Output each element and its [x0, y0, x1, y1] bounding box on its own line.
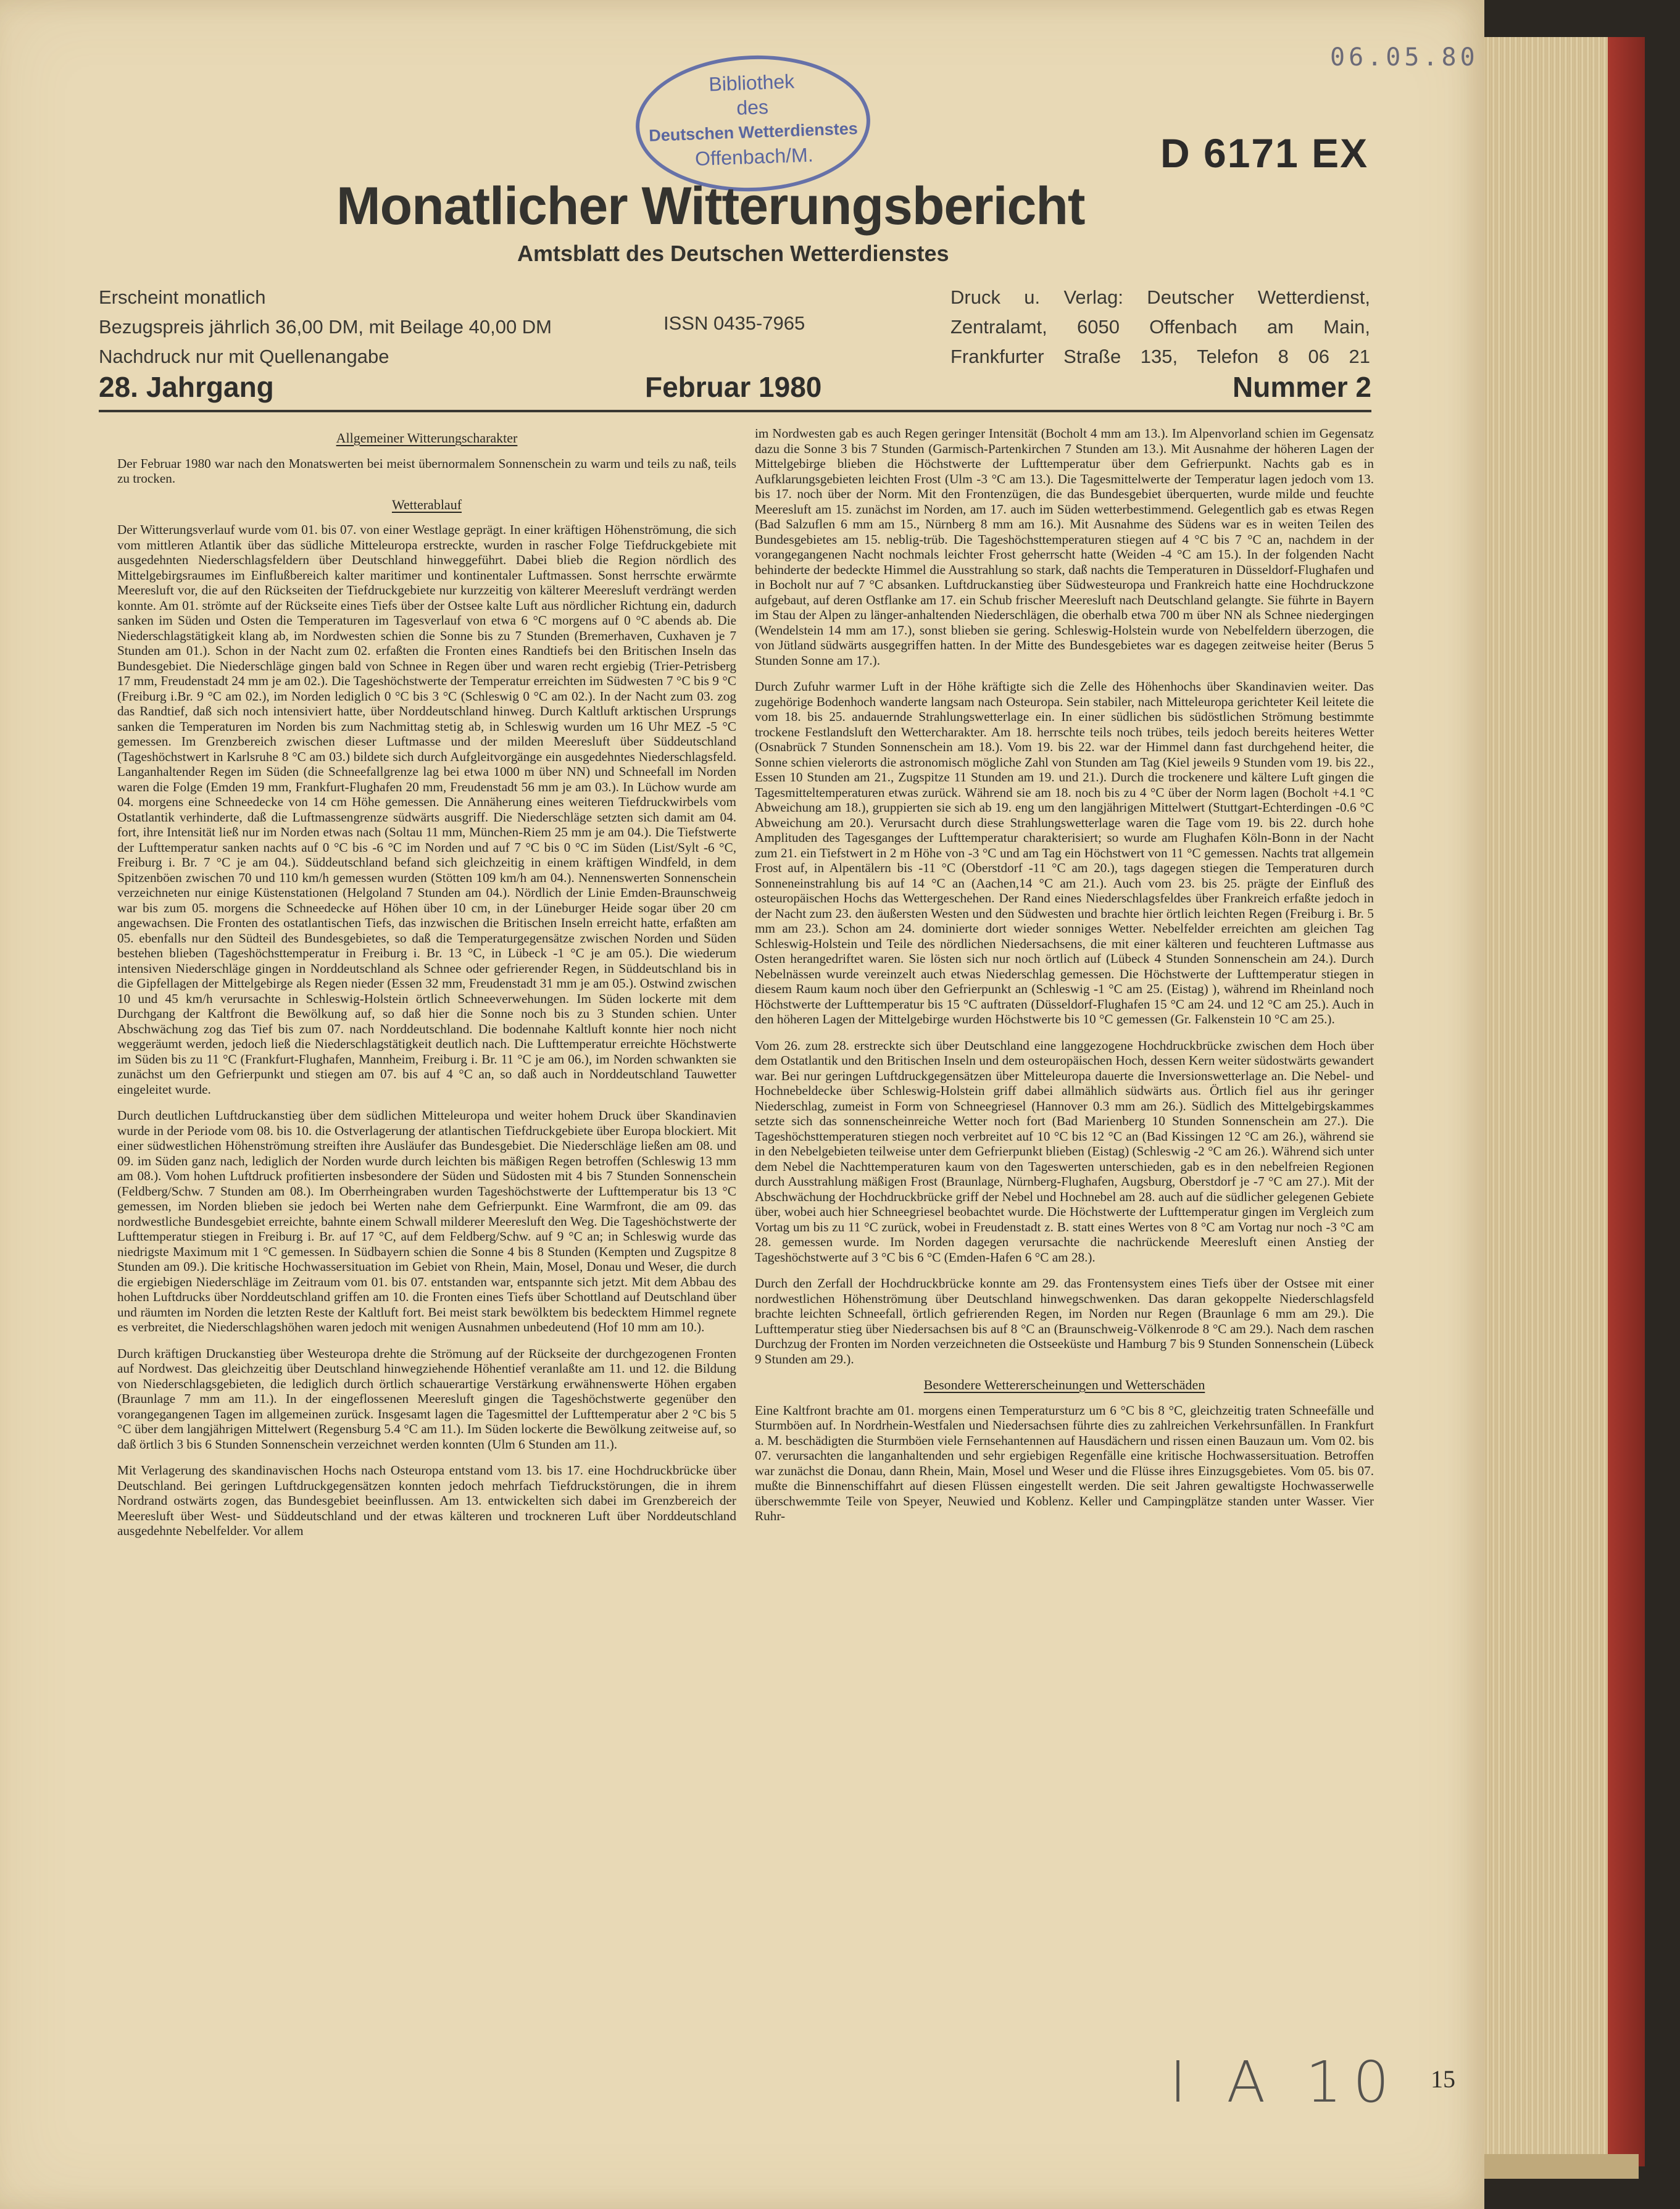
section-heading-besondere: Besondere Wettererscheinungen und Wetterschäden	[923, 1377, 1205, 1392]
issue-volume: 28. Jahrgang	[99, 371, 274, 403]
issn: ISSN 0435-7965	[663, 312, 805, 334]
stamp-line-2: des	[736, 96, 769, 119]
publisher-line-1: Druck u. Verlag: Deutscher Wetterdienst,	[950, 286, 1370, 308]
paragraph: Vom 26. zum 28. erstreckte sich über Deutschland eine langgezogene Hochdruckbrücke zwischen dem Hoch über dem Ostatlantik und den Britischen Inseln und dem osteuropäischen Hoch, dessen Kern weiter südostwärts gewandert war. Bei nur geringen Luftdruckgegensätzen über Mitteleuropa dauerte die Inversionswetterlage an. Die Nebel- und Hochnebeldecke über Schleswig-Holstein griff dabei allmählich südwärts aus. Örtlich fiel aus ihr geringer Niederschlag, zumeist in Form von Schneegriesel (Hannover 0.3 mm am 26.). Südlich des Mittelgebirgskammes setzte sich das sonnenscheinreiche Wetter noch fort (Bad Marienberg 10 Stunden Sonnenschein am 27.). Die Tageshöchsttemperaturen stiegen noch verbreitet auf 10 °C bis 12 °C an (Bad Kissingen 12 °C am 26.), während sie in den Nebelgebieten teilweise unter dem Gefrierpunkt blieben (Eistag) (Schleswig -2 °C am 26.). Während sich unter dem Nebel die Nachttemperaturen kaum von den Tageswerten unterschieden, gab es in den nebelfreien Regionen durch Ausstrahlung mäßigen Frost (Braunlage, Nürnberg-Flughafen, Augsburg, Oberstdorf je -7 °C am 27.). Mit der Abschwächung der Hochdruckbrücke griff der Nebel und Hochnebel am 28. auch auf die südlicher gelegenen Gebiete über, wobei auch hier Schneegriesel beobachtet wurde. Die Höchstwerte der Lufttemperatur gingen im Vergleich zum Vortag um bis zu 11 °C zurück, wobei in Freudenstadt z. B. statt eines Wertes von 8 °C am Vortag nur noch -3 °C am 28. gemessen wurde. Im Norden dagegen verursachte die nachrückende Meeresluft einen Anstieg der Tageshöchstwerte auf 3 °C bis 6 °C (Emden-Hafen 6 °C am 28.).	[755, 1038, 1374, 1265]
paragraph: im Nordwesten gab es auch Regen geringer Intensität (Bocholt 4 mm am 13.). Im Alpenvorland schien im Gegensatz dazu die Sonne 3 bis 7 Stunden (Garmisch-Partenkirchen 7 Stunden am 13.). Mit Ausnahme der höheren Lagen der Mittelgebirge blieben die Höchstwerte der Lufttemperatur über dem Gefrierpunkt. Nachts gab es in Aufklarungsgebieten leichten Frost (Ulm -3 °C am 13.). Die Tagesmittelwerte der Temperatur lagen jedoch vom 13. bis 17. noch über der Norm. Mit den Frontenzügen, die das Bundesgebiet überquerten, wurde milde und feuchte Meeresluft am 15. zunächst im Norden, am 17. auch im Süden wetterbestimmend. Gelegentlich gab es etwas Regen (Bad Salzuflen 6 mm am 15., Nürnberg 8 mm am 16.). Mit Ausnahme des Südens war es in weiten Teilen des Bundesgebietes am 15. neblig-trüb. Die Tageshöchsttemperaturen stiegen auf 4 °C bis 7 °C an, nachdem in der vorangegangenen Nacht nochmals leichter Frost geherrscht hatte (Weiden -4 °C am 15.). In der folgenden Nacht behinderte der bedeckte Himmel die Ausstrahlung so stark, daß nachts die Temperaturen in Düsseldorf-Flughafen und in Bocholt nur auf 7 °C absanken. Luftdruckanstieg über Südwesteuropa und Frankreich hatte eine Hochdruckzone aufgebaut, auf deren Ostflanke am 17. ein Schub frischer Meeresluft nach Deutschland gelangte. Sie führte in Bayern im Stau der Alpen zu länger-anhaltenden Niederschlägen, die oberhalb etwa 700 m über NN als Schnee niedergingen (Wendelstein 14 mm am 17.), sonst blieben sie gering. Schleswig-Holstein wurde von Nebelfeldern überzogen, die von Jütland südwärts ausgegriffen hatten. In der Mitte des Bundesgebietes war es dagegen zeitweise heiter (Berus 5 Stunden Sonne am 17.).	[755, 426, 1374, 668]
publisher-line-2: Zentralamt, 6050 Offenbach am Main,	[950, 316, 1370, 338]
paragraph: Durch Zufuhr warmer Luft in der Höhe kräftigte sich die Zelle des Höhenhochs über Skandinavien weiter. Das zugehörige Bodenhoch wanderte langsam nach Osteuropa. Sein stabiler, nach Mitteleuropa gerichteter Keil leitete die vom 18. bis 25. andauernde Strahlungswetterlage ein. In einer südlichen bis südöstlichen Strömung bestimmte trockene Festlandsluft den Wettercharakter. Am 18. herrschte teils noch trübes, teils jedoch bereits heiteres Wetter (Osnabrück 7 Stunden Sonnenschein am 18.). Vom 19. bis 22. war der Himmel dann fast durchgehend heiter, die Sonne schien vielerorts die astronomisch mögliche Zahl von Stunden am Tag (Kiel jeweils 9 Stunden vom 19. bis 22., Essen 10 Stunden am 21., Zugspitze 11 Stunden am 19. und 21.). Durch die trockenere und kältere Luft gingen die Tagesmitteltemperaturen etwas zurück. Während sie am 18. noch bis zu 4 °C über der Norm lagen (Bocholt +4.1 °C Abweichung am 18.), gruppierten sie sich ab 19. eng um den langjährigen Mittelwert (Stuttgart-Echterdingen -0.6 °C Abweichung am 20.). Verursacht durch diese Strahlungswetterlage waren die Tage vom 19. bis 22. durch hohe Amplituden des Tagesganges der Lufttemperatur charakterisiert; so wurde am Flughafen Köln-Bonn in der Nacht zum 21. ein Tiefstwert in 2 m Höhe von -3 °C und am Tag ein Höchstwert von 11 °C gemessen. Nachts trat allgemein Frost auf, in Alpentälern bis -11 °C (Oberstdorf -11 °C am 20.), tags dagegen stiegen die Temperaturen durch Sonneneinstrahlung bis auf 14 °C an (Aachen,14 °C am 21.). Auch vom 23. bis 25. prägte der Einfluß des osteuropäischen Hochs das Wettergeschehen. Der Rand eines Niederschlagsfeldes über Frankreich erfaßte jedoch in der Nacht zum 23. den äußersten Westen und den Südwesten und brachte hier örtlich leichten Regen (Freiburg i. Br. 5 mm am 23.). Schon am 24. dominierte dort wieder sonniges Wetter. Nebelfelder erreichten am gleichen Tag Schleswig-Holstein und Teile des nördlichen Niedersachsens, die mit einer kälteren und feuchteren Luftmasse aus Osten herangedriftet waren. Sie lösten sich nur noch örtlich auf (Lübeck 4 Stunden Sonnenschein am 24.). Durch Nebelnässen wurde vereinzelt auch etwas Niederschlag gemessen. Die Höchstwerte der Lufttemperatur stiegen in diesem Raum kaum noch über den Gefrierpunkt an (Schleswig -1 °C am 25. (Eistag) ), während im Rheinland noch Höchstwerte der Lufttemperatur bis 15 °C auftraten (Düsseldorf-Flughafen 15 °C am 24. und 12 °C am 25.). Auch in den höheren Lagen der Mittelgebirge wurden Höchstwerte bis 10 °C gemessen (Gr. Falkenstein 10 °C am 25.).	[755, 679, 1374, 1026]
paragraph: Mit Verlagerung des skandinavischen Hochs nach Osteuropa entstand vom 13. bis 17. eine Hochdruckbrücke über Deutschland. Bei geringen Luftdruckgegensätzen konnten jedoch mehrfach Tiefdruckstörungen, die in ihrem Nordrand ostwärts zogen, das Bundesgebiet beeinflussen. Am 13. entwickelten sich dabei im Grenzbereich der Meeresluft über West- und Süddeutschland und der etwas kälteren und trockneren Luft über Norddeutschland ausgedehnte Nebelfelder. Vor allem	[117, 1463, 736, 1538]
paragraph: Durch den Zerfall der Hochdruckbrücke konnte am 29. das Frontensystem eines Tiefs über der Ostsee mit einer nordwestlichen Höhenströmung über Deutschland hinwegschwenken. Das daran gekoppelte Niederschlagsfeld brachte leichten Schneefall, örtlich gefrierenden Regen, im Norden nur Regen (Braunlage 6 mm am 29.). Die Lufttemperatur stieg über Niedersachsen bis auf 8 °C an (Braunschweig-Völkenrode 8 °C am 29.). Nach dem raschen Durchzug der Fronten im Norden verzeichneten die Ostseeküste und Hamburg 7 bis 9 Stunden Sonnenschein (Lübeck 9 Stunden am 29.).	[755, 1276, 1374, 1367]
page-title: Monatlicher Witterungsbericht	[336, 177, 1085, 236]
stamp-line-3: Deutschen Wetterdienstes	[648, 119, 859, 145]
header-rule	[99, 410, 1371, 412]
info-reprint: Nachdruck nur mit Quellenangabe	[99, 346, 389, 367]
publisher-line-3: Frankfurter Straße 135, Telefon 8 06 21	[950, 346, 1370, 367]
publisher-info	[950, 283, 1370, 372]
column-right	[755, 426, 1374, 1535]
stamp-line-1: Bibliothek	[708, 70, 795, 96]
stamp-line-4: Offenbach/M.	[694, 143, 814, 170]
page-subtitle: Amtsblatt des Deutschen Wetterdienstes	[517, 241, 949, 266]
info-frequency: Erscheint monatlich	[99, 286, 266, 308]
issue-month: Februar 1980	[645, 371, 822, 403]
top-date-stamp: 06.05.80	[1330, 43, 1479, 72]
publication-info	[99, 283, 552, 372]
document-code: D 6171 EX	[1160, 130, 1369, 176]
page-number: 15	[1431, 2065, 1455, 2093]
paragraph: Durch kräftigen Druckanstieg über Westeuropa drehte die Strömung auf der Rückseite der durchgezogenen Fronten auf Nordwest. Das gleichzeitig über Deutschland hinwegziehende Höhentief veranlaßte am 11. und 12. die Bildung von Niederschlagsgebieten, die lediglich durch örtlich schauerartige Verstärkung erwähnenswerte Höhen ergaben (Braunlage 7 mm am 11.). In der eingeflossenen Meeresluft gingen die Tageshöchstwerte gegenüber den vorangegangenen Tagen im allgemeinen zurück. Insgesamt lagen die Tagesmittel der Lufttemperatur aber 2 °C bis 5 °C über dem langjährigen Mittelwert (Regensburg 5.4 °C am 11.). Im Süden lockerte die Bewölkung zeitweise auf, so daß örtlich 3 bis 6 Stunden Sonnenschein verzeichnet werden konnten (Ulm 6 Stunden am 11.).	[117, 1346, 736, 1452]
paragraph: Durch deutlichen Luftdruckanstieg über dem südlichen Mitteleuropa und weiter hohem Druck über Skandinavien wurde in der Periode vom 08. bis 10. die Ostverlagerung der atlantischen Tiefdruckgebiete über Europa blockiert. Mit einer südwestlichen Höhenströmung streiften ihre Ausläufer das Bundesgebiet. Die Niederschläge ließen am 08. und 09. im Süden ganz nach, lediglich der Norden wurde durch leichten bis mäßigen Regen betroffen (Schleswig 13 mm am 08.). Vom hohen Luftdruck profitierten insbesondere der Süden und Südosten mit 4 bis 7 Stunden Sonnenschein (Feldberg/Schw. 7 Stunden am 08.). Im Oberrheingraben wurden Tageshöchstwerte der Lufttemperatur bis 13 °C gemessen, im Norden blieben sie jedoch bei Werten nahe dem Gefrierpunkt. Eine Warmfront, die am 09. das nordwestliche Bundesgebiet erreichte, bahnte einem Schwall milderer Meeresluft den Weg. Die Tageshöchstwerte der Lufttemperatur stiegen in Freiburg i. Br. auf 17 °C, auf dem Feldberg/Schw. auf 9 °C an; in Schleswig wurde das niedrigste Maximum mit 1 °C gemessen. In Südbayern schien die Sonne 4 bis 8 Stunden (Kempten und Zugspitze 8 Stunden am 09.). Die kritische Hochwassersituation im Gebiet von Rhein, Main, Mosel, Donau und Weser, die durch die ergiebigen Niederschläge im Zeitraum vom 01. bis 07. entstanden war, entspannte sich jetzt. Mit dem Abbau des hohen Luftdrucks über Norddeutschland griffen am 10. die Fronten eines Tiefs über Schottland auf Deutschland über und räumten im Norden die letzten Reste der Kaltluft fort. Bei meist stark bewölktem bis bedecktem Himmel regnete es verbreitet, die Niederschlagshöhen waren jedoch mit wenigen Ausnahmen unbedeutend (Hof 10 mm am 10.).	[117, 1108, 736, 1334]
page-edges-bottom	[1484, 2154, 1639, 2179]
section-heading-wetterablauf: Wetterablauf	[391, 496, 462, 512]
issue-number: Nummer 2	[1233, 371, 1371, 403]
issue-line	[99, 370, 1371, 406]
section-heading-allgemein: Allgemeiner Witterungscharakter	[336, 430, 518, 446]
paragraph-allgemein: Der Februar 1980 war nach den Monatswerten bei meist übernormalem Sonnenschein zu warm und teils zu naß, teils zu trocken.	[117, 456, 736, 486]
info-price: Bezugspreis jährlich 36,00 DM, mit Beilage 40,00 DM	[99, 316, 552, 338]
paragraph: Der Witterungsverlauf wurde vom 01. bis 07. von einer Westlage geprägt. In einer kräftigen Höhenströmung, die sich vom mittleren Atlantik über das südliche Mitteleuropa erstreckte, wurden in rascher Folge Tiefdruckgebiete mit ausgedehnten Niederschlagsfeldern über Deutschland hinweggeführt. Dabei blieb die Region nördlich des Mittelgebirgsraumes im Einflußbereich kalter maritimer und kontinentaler Luftmassen. Sonst herrschte erwärmte Meeresluft vor, die auf den Rückseiten der Tiefdruckgebiete nur kurzzeitig von kälterer Meeresluft verdrängt werden konnte. Am 01. strömte auf der Rückseite eines Tiefs über der Ostsee kalte Luft aus nördlicher Richtung ein, dadurch sanken im Süden und Osten die Temperaturen im Tagesverlauf von etwa 6 °C morgens auf 0 °C abends ab. Die Niederschlagstätigkeit klang ab, im Nordwesten schien die Sonne bis zu 7 Stunden (Bremerhaven, Cuxhaven je 7 Stunden am 01.). Schon in der Nacht zum 02. erfaßten die Fronten eines Randtiefs bei den Britischen Inseln das Bundesgebiet. Die Niederschläge gingen bald von Schnee in Regen über und waren recht ergiebig (Trier-Petrisberg 17 mm, Freudenstadt 24 mm je am 02.). Die Tageshöchstwerte der Temperatur erreichten im Südwesten 7 °C bis 9 °C (Freiburg i.Br. 9 °C am 02.), im Norden lediglich 0 °C bis 3 °C (Schleswig 0 °C am 02.). In der Nacht zum 03. zog das Randtief, daß sich noch intensiviert hatte, über Norddeutschland hinweg. Durch Kaltluft arktischen Ursprungs sanken die Temperaturen im Norden bis zum Nachmittag stetig ab, in Schleswig wurden um 16 Uhr MEZ -5 °C gemessen. Im Grenzbereich zwischen dieser Luftmasse und der milden Meeresluft über Süddeutschland (Tageshöchstwert in Karlsruhe 8 °C am 03.) bildete sich durch Aufgleitvorgänge ein ausgedehntes Niederschlagsfeld. Langanhaltender Regen im Süden (die Schneefallgrenze lag bei etwa 1000 m über NN) und Schneefall im Norden waren die Folge (Emden 19 mm, Frankfurt-Flughafen 20 mm, Freudenstadt 56 mm je am 03.). In Lüchow wurde am 04. morgens eine Schneedecke von 14 cm Höhe gemessen. Die Annäherung eines weiteren Tiefdruckwirbels vom Ostatlantik verhinderte, daß die Luftmassengrenze südwärts ausgriff. Die Niederschläge setzten sich damit am 04. fort, ihre Intensität ließ nur im Norden etwas nach (Soltau 11 mm, München-Riem 25 mm je am 04.). Die Tiefstwerte der Lufttemperatur sanken nachts auf 0 °C bis -6 °C im Norden und auf 7 °C bis 0 °C im Süden (List/Sylt -6 °C, Freiburg i. Br. 7 °C je am 04.). Süddeutschland befand sich gleichzeitig in einem kräftigen Windfeld, in dem Spitzenböen zwischen 70 und 110 km/h gemessen wurden (Stötten 109 km/h am 04.). Nennenswerten Sonnenschein verzeichneten nur einige Küstenstationen (Helgoland 7 Stunden am 04.). Nördlich der Linie Emden-Braunschweig war bis zum 05. morgens die Schneedecke auf Höhen über 10 cm, in der Lüneburger Heide sogar über 20 cm angewachsen. Die Fronten des ostatlantischen Tiefs, das inzwischen die Britischen Inseln erreicht hatte, erfaßten am 05. ebenfalls nur den Südteil des Bundesgebietes, so daß die Temperaturgegensätze zwischen Norden und Süden bestehen blieben (Tageshöchsttemperatur in Freiburg i. Br. 13 °C, in Lübeck -1 °C je am 05.). Die wiederum intensiven Niederschläge gingen in Norddeutschland als Schnee oder gefrierender Regen, in Süddeutschland bis in die Gipfellagen der Mittelgebirge als Regen nieder (Essen 32 mm, Freudenstadt 31 mm je am 05.). Ostwind zwischen 10 und 45 km/h verursachte in Schleswig-Holstein örtlich Schneeverwehungen. Im Süden lockerte mit dem Durchgang der Kaltfront die Bewölkung auf, so daß hier die Sonne noch bis zu 3 Stunden schien. Unter Abschwächung zog das Tief bis zum 07. nach Norddeutschland. Die bodennahe Kaltluft konnte hier noch nicht weggeräumt werden, jedoch ließ die Niederschlagstätigkeit deutlich nach. Die Lufttemperatur erreichte Höchstwerte im Süden bis zu 11 °C (Frankfurt-Flughafen, Mannheim, Freiburg i. Br. 11 °C je am 06.), im Norden schwankten sie zunächst um den Gefrierpunkt und stiegen am 07. bis auf 4 °C an, so daß auch in Norddeutschland Tauwetter eingeleitet wurde.	[117, 522, 736, 1097]
paragraph: Eine Kaltfront brachte am 01. morgens einen Temperatursturz um 6 °C bis 8 °C, gleichzeitig traten Schneefälle und Sturmböen auf. In Nordrhein-Westfalen und Niedersachsen führte dies zu zahlreichen Verkehrsunfällen. In Frankfurt a. M. beschädigten die Sturmböen viele Fernsehantennen auf Hausdächern und rissen einen Bauzaun um. Vom 02. bis 07. verursachten die langanhaltenden und sehr ergiebigen Regenfälle eine kritische Hochwassersituation. Betroffen war zunächst die Donau, dann Rhein, Main, Mosel und Weser und die Flüsse ihres Einzugsgebietes. Vom 05. bis 07. mußte die Binnenschiffahrt auf diesen Flüssen eingestellt werden. Die seit Jahren gewaltigste Hochwasserwelle überschwemmte Teile von Speyer, Neuwied und Koblenz. Keller und Campingplätze standen unter Wasser. Vier Ruhr-	[755, 1402, 1374, 1523]
handwritten-shelf-mark: I A 10	[1170, 2049, 1400, 2115]
binding-strip	[1608, 37, 1645, 2166]
column-left	[117, 426, 736, 1550]
